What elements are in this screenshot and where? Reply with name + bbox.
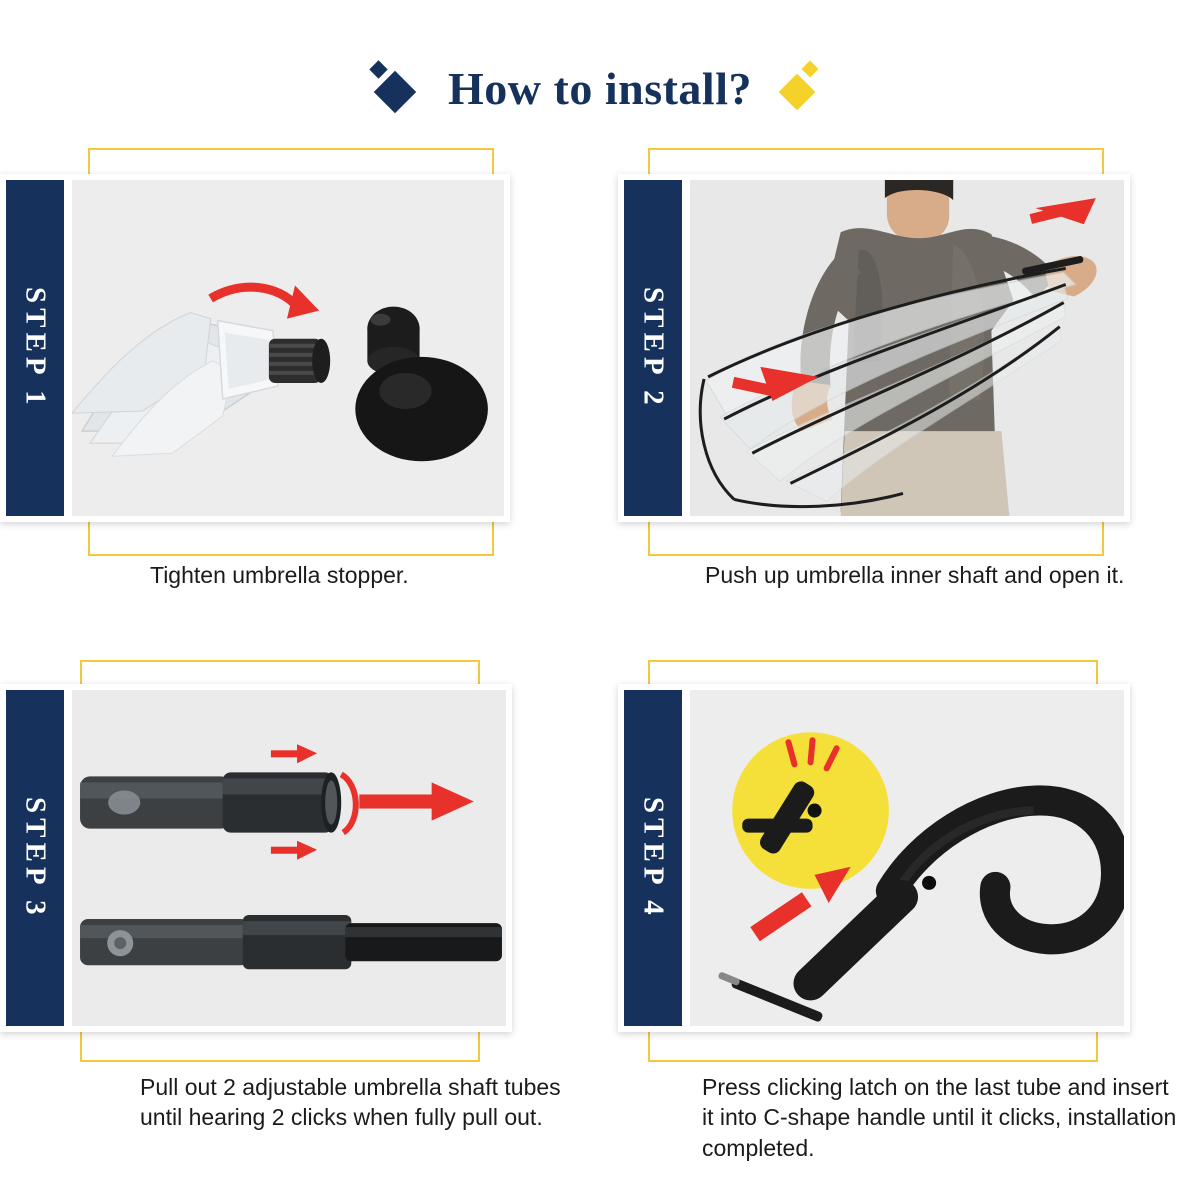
step-4-illustration (690, 690, 1124, 1026)
step-1-band-label: STEP 1 (19, 286, 52, 410)
yellow-large-diamond-icon (779, 74, 816, 111)
step-3-band (6, 690, 64, 1026)
step-card-1 (0, 140, 600, 652)
step-4-caption: Press clicking latch on the last tube and insert it into C-shape handle until it clicks, installation completed. (702, 1074, 1177, 1161)
step-2-panel (618, 174, 1130, 522)
step-card-3 (0, 652, 600, 1164)
navy-small-diamond-icon (369, 60, 387, 78)
step-2-band-label: STEP 2 (637, 286, 670, 410)
step-4-photo (690, 690, 1124, 1026)
step-1-panel (0, 174, 510, 522)
step-1-band (6, 180, 64, 516)
step-card-2 (600, 140, 1200, 652)
step-1-illustration (72, 180, 504, 516)
yellow-small-diamond-icon (801, 61, 818, 78)
step-4-panel (618, 684, 1130, 1032)
step-1-caption: Tighten umbrella stopper. (150, 562, 409, 588)
step-3-panel (0, 684, 512, 1032)
step-2-photo (690, 180, 1124, 516)
step-3-illustration (72, 690, 506, 1026)
step-1-photo (72, 180, 504, 516)
step-3-caption: Pull out 2 adjustable umbrella shaft tubes until hearing 2 clicks when fully pull out. (140, 1074, 561, 1131)
page-title: How to install? (448, 62, 752, 114)
step-4-band-label: STEP 4 (637, 796, 670, 920)
page-header (0, 48, 1200, 128)
step-card-4 (600, 652, 1200, 1164)
step-2-illustration (690, 180, 1124, 516)
step-2-caption: Push up umbrella inner shaft and open it. (705, 562, 1125, 588)
step-4-band (624, 690, 682, 1026)
navy-diamond-decoration (372, 63, 422, 113)
steps-grid (0, 140, 1200, 1164)
step-2-band (624, 180, 682, 516)
yellow-diamond-decoration (778, 63, 828, 113)
navy-large-diamond-icon (374, 71, 416, 113)
step-3-photo (72, 690, 506, 1026)
step-3-band-label: STEP 3 (19, 796, 52, 920)
